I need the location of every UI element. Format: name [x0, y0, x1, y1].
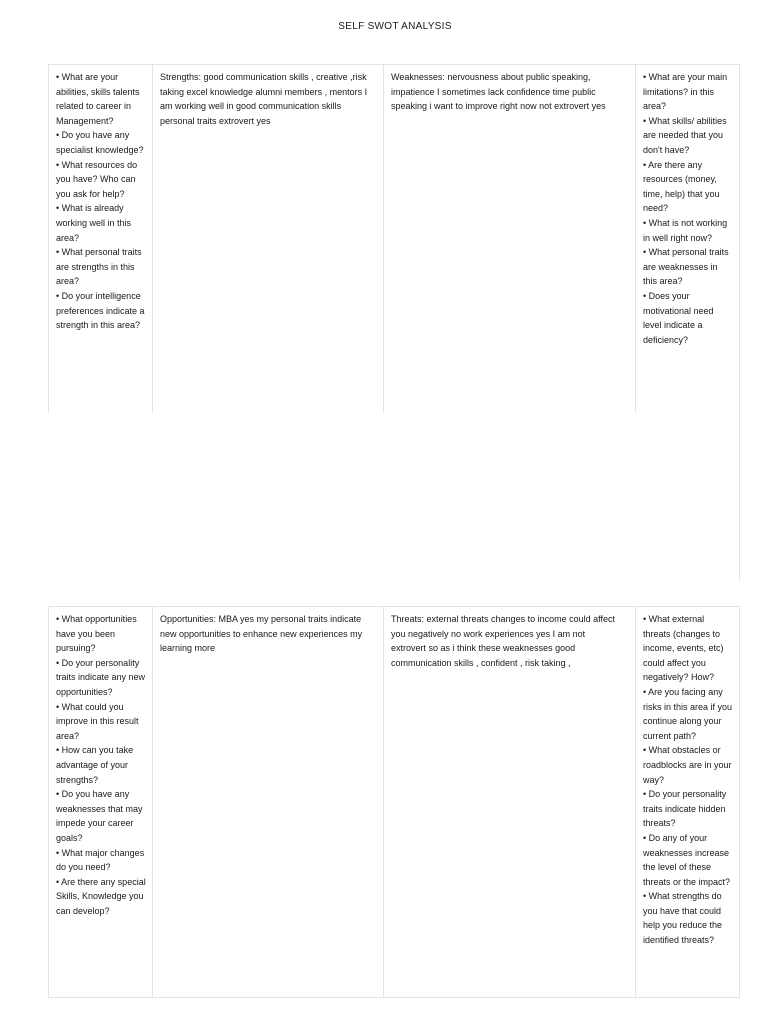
threat-question: • What strengths do you have that could help you reduce the identified threats?: [643, 891, 723, 946]
threats-cell: [384, 607, 636, 997]
weaknesses-text: Weaknesses: nervousness about public speaking, impatience I sometimes lack confidence time public speaking i want to improve right now not extrovert yes: [391, 72, 606, 112]
opportunity-question: • Do you have any weaknesses that may impede your career goals?: [56, 789, 143, 843]
swot-bottom-table: [48, 606, 740, 998]
opportunity-question: • What could you improve in this result area?: [56, 701, 139, 741]
strength-question: • What are your abilities, skills talents related to career in Management?: [56, 72, 140, 126]
weakness-question: • What is not working in well right now?: [643, 217, 728, 243]
opportunities-cell: [153, 607, 384, 997]
page-title: SELF SWOT ANALYSIS: [338, 21, 452, 32]
weakness-questions-cell: [636, 65, 740, 581]
opportunity-question: • Do your personality traits indicate any new opportunities?: [56, 657, 146, 697]
threat-question: • Are you facing any risks in this area if you continue along your current path?: [643, 686, 733, 741]
threat-question: • Do your personality traits indicate hidden threats?: [643, 789, 727, 829]
opportunity-question: • What major changes do you need?: [56, 847, 145, 873]
threat-question: • Do any of your weaknesses increase the level of these threats or the impact?: [643, 832, 731, 887]
threat-questions-cell: [636, 607, 740, 997]
threat-question: • What external threats (changes to income, events, etc) could affect you negatively? How?: [643, 614, 724, 683]
weakness-question: • What personal traits are weaknesses in this area?: [643, 247, 729, 287]
weakness-question: • Does your motivational need level indicate a deficiency?: [643, 290, 714, 345]
strength-question: • Do you have any specialist knowledge?: [56, 130, 144, 155]
strength-questions-cell: [48, 65, 153, 412]
weaknesses-cell: [384, 65, 636, 412]
strengths-text: Strengths: good communication skills , creative ,risk taking excel knowledge alumni members , mentors I am working well in good communication skills personal traits extrovert yes: [160, 72, 368, 126]
strength-question: • What personal traits are strengths in this area?: [56, 247, 142, 287]
strength-question: • Do your intelligence preferences indicate a strength in this area?: [56, 290, 145, 331]
weakness-question: • What are your main limitations? in this area?: [643, 72, 728, 112]
weakness-question: • Are there any resources (money, time, help) that you need?: [643, 159, 720, 214]
threats-text: Threats: external threats changes to income could affect you negatively no work experiences yes I am not extrovert so as i think these weaknesses good communication skills , confident , risk taking ,: [391, 614, 615, 668]
opportunity-question: • How can you take advantage of your strengths?: [56, 745, 134, 785]
swot-top-table: [48, 64, 740, 581]
strength-question: • What is already working well in this area?: [56, 203, 132, 243]
opportunity-question: • What opportunities have you been pursuing?: [56, 614, 137, 654]
strength-question: • What resources do you have? Who can you ask for help?: [56, 159, 138, 199]
weakness-question: • What skills/ abilities are needed that you don't have?: [643, 115, 727, 155]
threat-question: • What obstacles or roadblocks are in your way?: [643, 745, 732, 785]
strengths-cell: [153, 65, 384, 412]
opportunity-questions-cell: [48, 607, 153, 997]
opportunity-question: • Are there any special Skills, Knowledge you can develop?: [56, 876, 146, 916]
opportunities-text: Opportunities: MBA yes my personal traits indicate new opportunities to enhance new experiences my learning more: [160, 614, 363, 654]
